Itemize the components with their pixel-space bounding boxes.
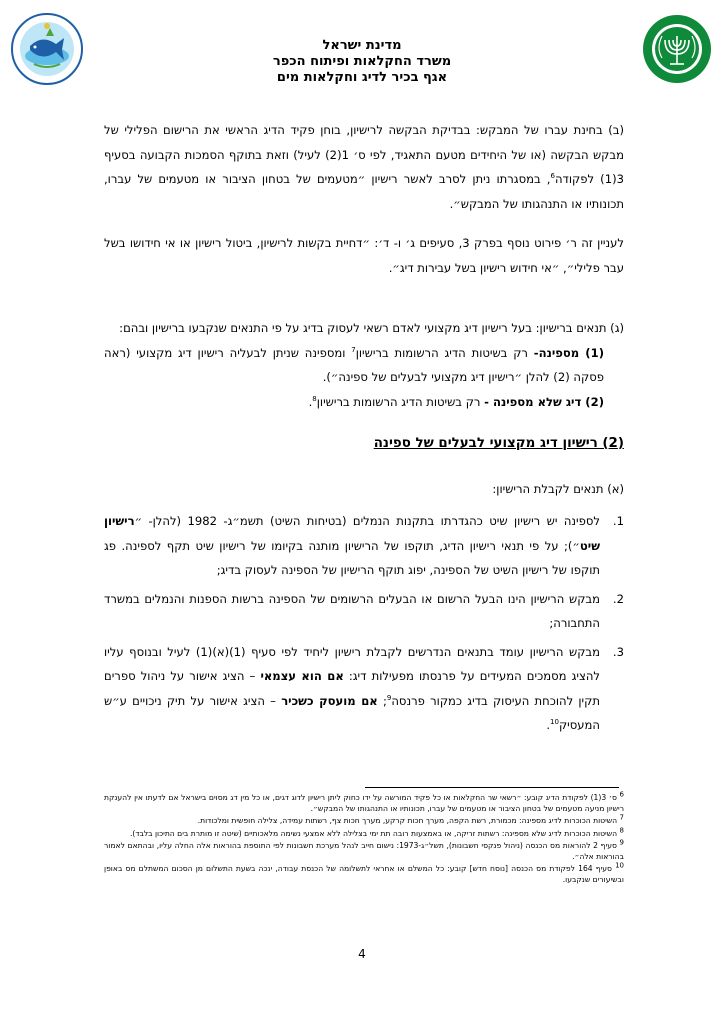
paragraph-license-conditions: (א) תנאים לקבלת הרישיון: <box>492 481 624 496</box>
footnote <box>104 840 624 862</box>
paragraph-reference: לעניין זה ר׳ פירוט נוסף בפרק 3, סעיפים ג׳ ו- ד׳: ״דחיית בקשות לרישיון, ביטול רישיון או אי חידושו בשל עבר פלילי״, ״אי חידוש רישיון בשל עבירות דיג״. <box>104 236 624 275</box>
footnote-text: ס׳ 3(1) לפקודת הדיג קובע: ״רשאי שר החקלאות או כל פקיד המורשה על ידו כחוק ליתן רישיון לדוג דגים, או כל מין דג מסוים בישראל אם לדעתו אין להענקת רישיון מניעה מטעמים של בטחון הציבור או מטעמים של עברו, תכונותיו או התנהגותו של המבקש״. <box>104 793 624 814</box>
para-b-text-end: , במסגרתו ניתן לסרב לאשר רישיון ״מטעמים של בטחון הציבור או מטעמים של עברו, תכונותיו או התנהגותו של המבקש״. <box>104 172 624 211</box>
footnote-ref-10: 10 <box>550 718 559 727</box>
list-number: 1. <box>612 514 624 528</box>
para-b-text: (ב) בחינת עברו של המבקש: בבדיקת הבקשה לרישיון, בוחן פקיד הדיג הראשי את הרישום הפלילי של מבקש הבקשה (או של היחידים מטעם התאגיד, לפי ס׳ 1(2) לעיל) וזאת בתוקף הסמכות הקבועה בסעיף 3(1) לפקודה <box>104 123 624 186</box>
condition-1-text: רק בשיטות הדיג הרשומות ברישיון <box>355 345 534 360</box>
list-text: מבקש הרישיון עומד בתנאים הנדרשים לקבלת רישיון ליחיד לפי סעיף (1)(א)(1) לעיל ובנוסף עליו להציג מסמכים המעידים על פרנסתו מפעילות דיג: <box>104 644 600 683</box>
condition-2-label: (2) דיג שלא מספינה - <box>484 394 604 409</box>
list-text: ; <box>377 693 387 708</box>
list-text: מבקש הרישיון הינו הבעל הרשום או הבעלים הרשומים של הספינה ברשות הספנות והנמלים במשרד התחבורה; <box>104 591 600 630</box>
footnote-number: 6 <box>619 790 624 799</box>
footnote-number: 7 <box>619 813 624 822</box>
footnote-text: סעיף 2 להוראות מס הכנסה (ניהול פנקסי חשבונות), תשל״ג-1973: נישום חייב לנהל מערכת חשבונות לפי התוספת בהוראות אלה החלה עליו, ובהתאם לאמור בהוראות אלה״. <box>104 840 624 862</box>
list-text: לספינה יש רישיון שיט כהגדרתו בתקנות הנמלים (בטיחות השיט) תשמ״ג- 1982 (להלן- ״ <box>134 514 600 528</box>
footnote-separator <box>365 787 619 788</box>
conditions-list <box>104 509 624 738</box>
footnote-number: 10 <box>615 861 624 870</box>
list-bold: רישיון שיט <box>104 514 600 553</box>
section-title: (2) רישיון דיג מקצועי לבעלים של ספינה <box>373 436 624 451</box>
condition-1-text-2: ומספינה שניתן לבעליה רישיון דיג מקצועי (ראה פסקה (2) להלן ״רישיון דיג מקצועי לבעלים של ספינה״). <box>104 345 604 384</box>
list-bold: אם הוא עצמאי <box>260 669 344 683</box>
list-number: 3. <box>612 644 624 659</box>
paragraph-license-terms: (ג) תנאים ברישיון: בעל רישיון דיג מקצועי לאדם רשאי לעסוק בדיג על פי התנאים שנקבעו ברישיון ובהם: <box>119 321 624 335</box>
list-text: – הציג אישור על ניהול ספרים תקין להוכחת העיסוק בדיג כמקור פרנסה <box>104 669 600 708</box>
condition-from-vessel <box>104 341 624 390</box>
paragraph-background-check <box>104 118 624 216</box>
list-text: – הציג אישור על תיק ניכויים ע״ש המעסיק <box>104 693 600 732</box>
footnote-text: סעיף 164 לפקודת מס הכנסה [נוסח חדש] קובע: כל המשלם או אחראי לתשלומה של הכנסת עבודה, ינכה בשעת התשלום מן הסכום המשתלם מס באופן ובשיעורים שנקבעו. <box>104 864 624 885</box>
condition-not-from-vessel <box>104 390 624 415</box>
list-item <box>104 587 624 636</box>
document-body <box>104 118 624 742</box>
footnote <box>104 815 624 826</box>
ministry-logo <box>642 14 712 84</box>
list-text: ״); על פי תנאי רישיון הדיג, תוקפו של הרישיון מותנה בקיומו של רישיון שיט תקף לספינה. פג תוקפו של רישיון השיט של הספינה, יפוג תוקף הרישיון של הספינה לעסוק בדיג; <box>104 538 600 577</box>
footnote-number: 8 <box>619 826 624 835</box>
header-ministry: משרד החקלאות ופיתוח הכפר <box>272 54 452 69</box>
list-item <box>104 509 624 583</box>
footnote-number: 9 <box>619 838 624 847</box>
header-division: אגף בכיר לדיג וחקלאות מים <box>276 70 448 85</box>
condition-2-text: רק בשיטות הדיג הרשומות ברישיון <box>316 394 485 409</box>
condition-2-end: . <box>308 394 313 409</box>
fisheries-logo <box>10 12 84 86</box>
footnote <box>104 863 624 885</box>
header-state: מדינת ישראל <box>322 38 402 53</box>
footnote-text: השיטות הכוכרות לדיג שלא מספינה: רשתות זריקה, או באמצעות רובה תת ימי בצלילה ללא אמצעי נשימה מלאכותיים (שיטה זו מותרת בים התיכון בלבד). <box>129 828 618 838</box>
condition-1-label: (1) מספינה- <box>533 345 604 360</box>
list-item <box>104 640 624 738</box>
footnote <box>104 828 624 839</box>
list-number: 2. <box>612 591 624 606</box>
footnote-ref-6: 6 <box>550 172 555 181</box>
list-bold: אם מועסק כשכיר <box>281 693 378 708</box>
letterhead <box>200 38 524 86</box>
footnotes <box>104 792 624 887</box>
footnote-text: השיטות הכוכרות לדיג מספינה: מכמורת, רשת הקפה, מערך חכות קרקע, מערך חכות צף, רשתות עמידה, צלילה חופשית ומלכודות. <box>197 816 618 826</box>
page-number: 4 <box>358 947 366 961</box>
footnote <box>104 792 624 814</box>
footnote-ref-7: 7 <box>351 345 356 354</box>
list-text: . <box>546 718 551 732</box>
footnote-ref-9: 9 <box>386 693 392 702</box>
footnote-ref-8: 8 <box>312 394 317 403</box>
